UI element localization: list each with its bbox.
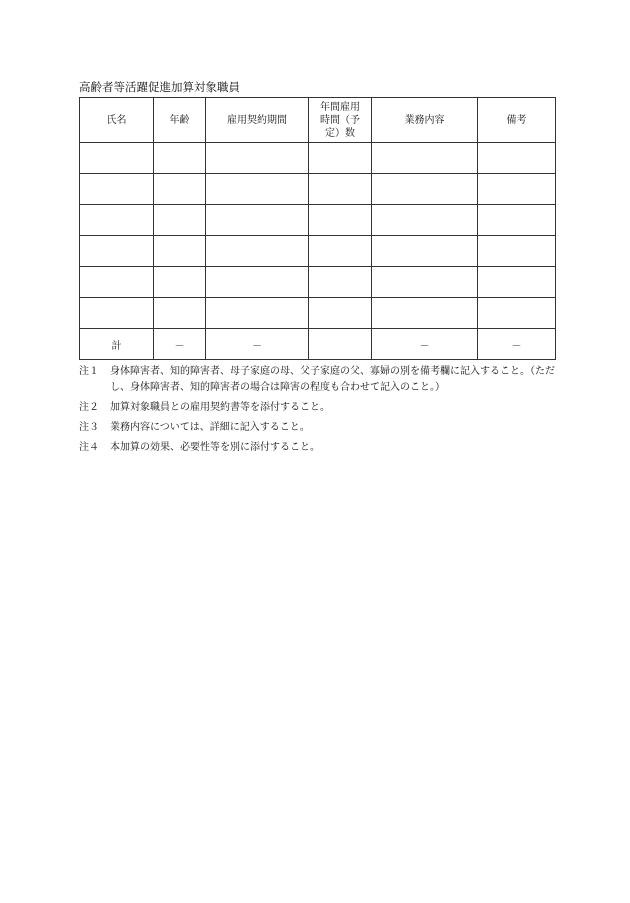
note-text: 本加算の効果、必要性等を別に添付すること。 [110,442,320,453]
cell-name[interactable] [80,174,154,205]
header-annual-hours [309,98,372,143]
cell-age[interactable] [154,236,206,267]
cell-annual-hours[interactable] [309,174,372,205]
staff-table [79,97,556,360]
header-remarks: 備考 [478,98,556,143]
cell-annual-hours[interactable] [309,143,372,174]
cell-age[interactable] [154,205,206,236]
table-row [80,174,556,205]
cell-remarks[interactable] [478,205,556,236]
note-2 [79,400,557,416]
table-row [80,236,556,267]
header-annual-hours-label: 年間雇用時間（予定）数 [320,101,360,139]
header-duties: 業務内容 [372,98,478,143]
table-row [80,267,556,298]
table-header-row [80,98,556,143]
total-label: 計 [80,329,154,360]
cell-remarks[interactable] [478,236,556,267]
cell-name[interactable] [80,143,154,174]
note-text: 業務内容については、詳細に記入すること。 [110,422,310,433]
cell-remarks[interactable] [478,298,556,329]
cell-duties[interactable] [372,174,478,205]
total-remarks-dash: － [478,329,556,360]
note-4 [79,440,557,456]
cell-remarks[interactable] [478,267,556,298]
header-contract-period: 雇用契約期間 [206,98,309,143]
note-3 [79,420,557,436]
header-name: 氏名 [80,98,154,143]
cell-contract-period[interactable] [206,205,309,236]
cell-remarks[interactable] [478,143,556,174]
total-age-dash: － [154,329,206,360]
cell-contract-period[interactable] [206,267,309,298]
cell-annual-hours[interactable] [309,236,372,267]
table-row [80,143,556,174]
cell-annual-hours[interactable] [309,205,372,236]
table-row [80,298,556,329]
note-text: 身体障害者、知的障害者、母子家庭の母、父子家庭の父、寡婦の別を備考欄に記入すること。（ただし、身体障害者、知的障害者の場合は障害の程度も合わせて記入のこと。） [110,366,555,393]
total-annual-hours[interactable] [309,329,372,360]
note-1 [79,364,557,396]
cell-duties[interactable] [372,267,478,298]
cell-duties[interactable] [372,205,478,236]
cell-name[interactable] [80,267,154,298]
cell-name[interactable] [80,298,154,329]
note-text: 加算対象職員との雇用契約書等を添付すること。 [110,402,330,413]
total-duties-dash: － [372,329,478,360]
table-row [80,205,556,236]
total-row [80,329,556,360]
cell-name[interactable] [80,205,154,236]
cell-duties[interactable] [372,298,478,329]
cell-duties[interactable] [372,143,478,174]
note-label: 注１ [79,366,99,377]
cell-annual-hours[interactable] [309,267,372,298]
cell-age[interactable] [154,298,206,329]
cell-contract-period[interactable] [206,174,309,205]
cell-age[interactable] [154,174,206,205]
page-title: 高齢者等活躍促進加算対象職員 [79,80,240,94]
note-label: 注３ [79,422,99,433]
header-age: 年齢 [154,98,206,143]
cell-annual-hours[interactable] [309,298,372,329]
cell-age[interactable] [154,143,206,174]
note-label: 注２ [79,402,99,413]
cell-contract-period[interactable] [206,298,309,329]
total-contract-dash: － [206,329,309,360]
cell-duties[interactable] [372,236,478,267]
note-label: 注４ [79,442,99,453]
cell-name[interactable] [80,236,154,267]
cell-age[interactable] [154,267,206,298]
cell-remarks[interactable] [478,174,556,205]
cell-contract-period[interactable] [206,236,309,267]
notes-section [79,364,557,460]
cell-contract-period[interactable] [206,143,309,174]
